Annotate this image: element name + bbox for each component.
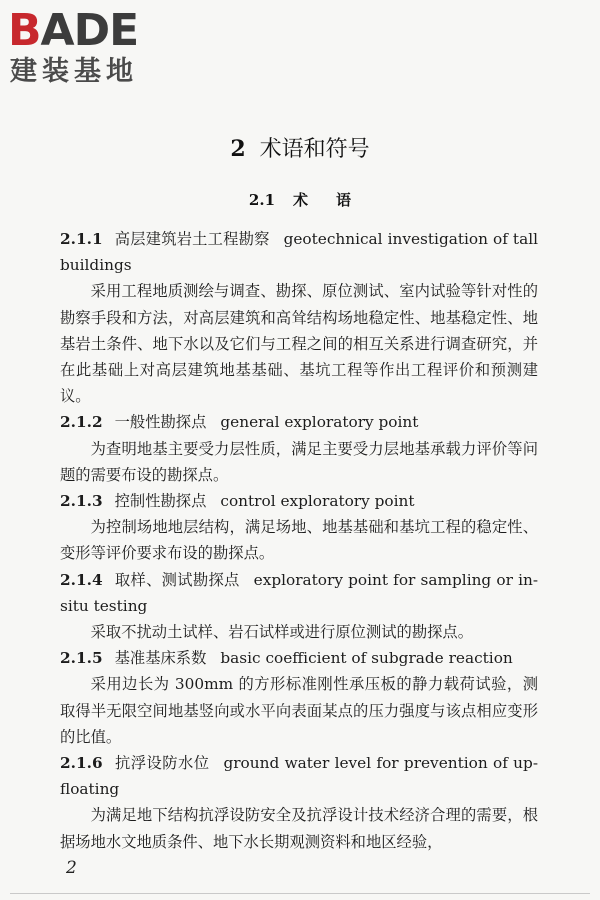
term-definition: 为查明地基主要受力层性质，满足主要受力层地基承载力评价等问题的需要布设的勘探点。 (60, 439, 538, 484)
term-definition: 采取不扰动土试样、岩石试样或进行原位测试的勘探点。 (90, 623, 474, 642)
terms-content (60, 226, 538, 855)
term-heading (60, 226, 538, 278)
term-english: ground water level for prevention of up-floating (60, 754, 538, 799)
chapter-title-text: 术语和符号 (259, 137, 370, 162)
logo-subtitle: 建装基地 (10, 56, 138, 87)
term-number: 2.1.4 (60, 570, 103, 589)
bottom-divider (10, 893, 590, 894)
term-chinese: 抗浮设防水位 (114, 754, 210, 773)
term-chinese: 一般性勘探点 (114, 413, 207, 432)
section-title-char-2: 语 (336, 191, 352, 209)
section-title-char-1: 术 (293, 191, 309, 209)
term-number: 2.1.5 (60, 649, 103, 668)
term-definition: 采用边长为 300mm 的方形标准刚性承压板的静力载荷试验，测取得半无限空间地基竖向或水平向表面某点的压力强度与该点相应变形的比值。 (60, 675, 538, 746)
term-heading (60, 645, 538, 671)
term-definition: 采用工程地质测绘与调查、勘探、原位测试、室内试验等针对性的勘察手段和方法，对高层建筑和高耸结构场地稳定性、地基稳定性、地基岩土条件、地下水以及它们与工程之间的相互关系进行调查研究，并在此基础上对高层建筑地基基础、基坑工程等作出工程评价和预测建议。 (60, 282, 538, 406)
term-english: basic coefficient of subgrade reaction (220, 649, 513, 668)
term-english: geotechnical investigation of tall buildings (60, 230, 538, 275)
term-number: 2.1.6 (60, 754, 103, 773)
term-english: exploratory point for sampling or in-situ testing (60, 570, 538, 615)
term-chinese: 控制性勘探点 (114, 492, 207, 511)
term-english: general exploratory point (220, 413, 419, 432)
section-title (0, 189, 600, 211)
term-heading (60, 750, 538, 802)
logo-letter-a: A (40, 5, 74, 56)
logo-letters-de: DE (73, 5, 139, 56)
bade-logo (8, 6, 178, 92)
term-heading (60, 409, 538, 435)
term-definition: 为满足地下结构抗浮设防安全及抗浮设计技术经济合理的需要，根据场地水文地质条件、地下水长期观测资料和地区经验， (60, 806, 538, 851)
term-heading (60, 488, 538, 514)
page-number: 2 (66, 858, 77, 878)
term-number: 2.1.1 (60, 230, 103, 248)
term-chinese: 基准基床系数 (114, 649, 207, 668)
term-number: 2.1.3 (60, 492, 103, 511)
term-definition: 为控制场地地层结构，满足场地、地基基础和基坑工程的稳定性、变形等评价要求布设的勘探点。 (60, 518, 538, 563)
logo-wordmark (8, 6, 138, 56)
term-chinese: 高层建筑岩土工程勘察 (114, 230, 270, 248)
term-heading (60, 567, 538, 619)
term-english: control exploratory point (220, 492, 415, 511)
logo-letter-b: B (8, 5, 41, 56)
term-number: 2.1.2 (60, 413, 103, 432)
term-chinese: 取样、测试勘探点 (114, 570, 240, 589)
section-number: 2.1 (248, 191, 276, 209)
chapter-title (0, 134, 600, 165)
chapter-number: 2 (230, 136, 246, 162)
